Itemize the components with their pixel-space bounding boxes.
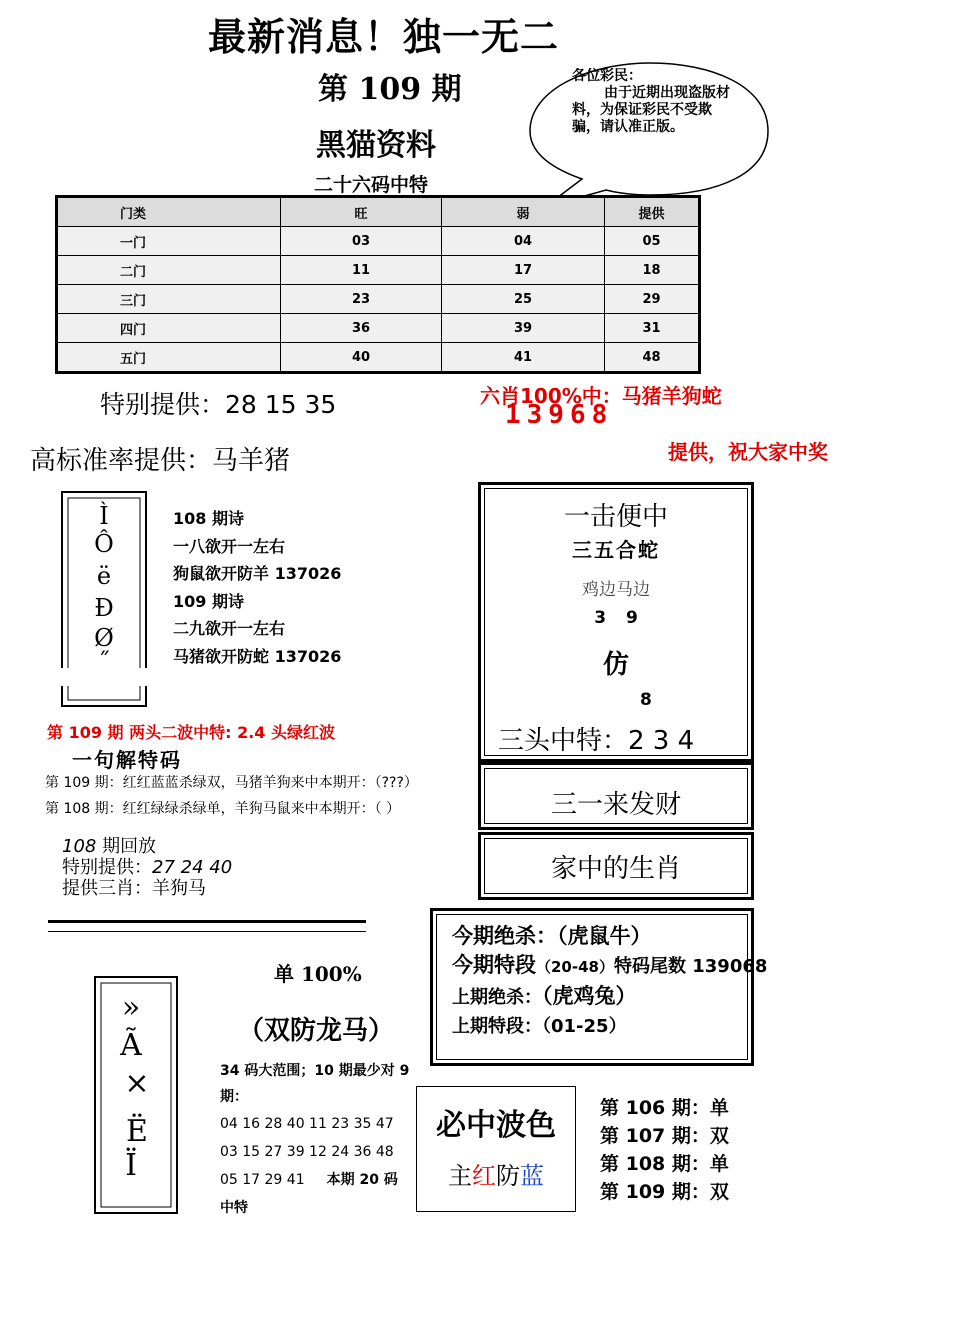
table-cell: 36 (281, 314, 442, 343)
double-guard-tip: （双防龙马） (238, 1016, 395, 1046)
review-block (62, 836, 232, 899)
table-row (57, 285, 700, 314)
table-cell: 04 (442, 227, 605, 256)
table-cell: 23 (281, 285, 442, 314)
table-header: 弱 (442, 197, 605, 227)
review-title-text: 期回放 (96, 836, 157, 857)
poem-line: 二九欲开一左右 (173, 619, 286, 638)
kill-line (452, 982, 767, 1012)
fortune-text: 三一来发财 (550, 790, 681, 820)
poem-frame (60, 490, 148, 708)
vertical-glyph: Ë (126, 1114, 148, 1149)
wave-guard-label: 防 (496, 1162, 520, 1190)
table-header: 旺 (281, 197, 442, 227)
range-row: 05 17 29 41 (220, 1172, 305, 1188)
table-cell: 41 (442, 343, 605, 373)
poem-line: 马猪欲开防蛇 137026 (173, 646, 342, 666)
review-title (62, 836, 232, 857)
history-item: 第 106 期：单 (600, 1097, 729, 1119)
riddle-lines (45, 770, 418, 822)
range-row: 04 16 28 40 11 23 35 47 (220, 1116, 394, 1132)
table-cell: 11 (281, 256, 442, 285)
kill-line-part: （20-48） (536, 958, 614, 976)
three-head-tip: 三头中特：2 3 4 (498, 726, 695, 756)
range-row-last (220, 1166, 410, 1222)
poem-glyph: Ø (94, 624, 114, 652)
poem-glyph: Ì (99, 502, 109, 530)
wave-color-pick (416, 1156, 576, 1191)
range-title: 34 码大范围；10 期最少对 9 期： (220, 1063, 410, 1105)
history-item: 第 107 期：双 (600, 1125, 729, 1147)
history-item: 第 108 期：单 (600, 1153, 729, 1175)
poem-line: 108 期诗 (173, 509, 244, 528)
table-cell: 05 (605, 227, 700, 256)
kill-line-part: 上期绝杀： (452, 987, 542, 1008)
table-row (57, 314, 700, 343)
history-list (600, 1094, 729, 1206)
document-title: 黑猫资料 (316, 128, 436, 163)
poem-line: 109 期诗 (173, 591, 244, 611)
number-range (220, 1058, 410, 1222)
home-zodiac-text: 家中的生肖 (550, 854, 681, 884)
bubble-body: 由于近期出现盗版材料，为保证彩民不受欺骗，请认准正版。 (572, 85, 730, 135)
review-title-num: 108 (62, 836, 97, 857)
kill-line-part: 今期特段 (452, 953, 536, 977)
vertical-glyph: » (121, 990, 141, 1025)
wave-main-label: 主 (448, 1162, 472, 1190)
review-special-nums: 27 24 40 (152, 857, 233, 878)
single-tip: 单 100% (274, 962, 362, 986)
kill-line-part: （虎鸡兔） (542, 984, 637, 1008)
poem-line: 一八欲开一左右 (173, 536, 286, 556)
kill-line-part: 特码尾数 139068 (613, 956, 768, 977)
poem-glyph: ˝ (98, 648, 110, 676)
riddle-line: 第 109 期：红红蓝蓝杀绿双，马猪羊狗来中本期开：（???） (45, 775, 418, 791)
table-cell: 29 (605, 285, 700, 314)
one-hit-eight: 8 (640, 690, 652, 710)
table-header: 提供 (605, 197, 700, 227)
one-line-title: 一句解特码 (72, 748, 182, 772)
issue-number: 第 109 期 (318, 72, 462, 107)
one-hit-line: 三五合蛇 (572, 538, 660, 562)
table-row (57, 227, 700, 256)
table-cell: 48 (605, 343, 700, 373)
wave-main-color: 红 (472, 1162, 496, 1190)
subtitle: 二十六码中特 (314, 174, 429, 196)
bubble-text (572, 68, 732, 150)
table-cell: 三门 (57, 285, 281, 314)
table-cell: 二门 (57, 256, 281, 285)
table-cell: 一门 (57, 227, 281, 256)
one-hit-numbers: 3 9 (594, 608, 638, 628)
wave-color-title: 必中波色 (436, 1108, 556, 1143)
headline: 最新消息！独一无二 (208, 14, 560, 59)
review-three (62, 878, 232, 899)
table-cell: 31 (605, 314, 700, 343)
poem-line: 狗鼠欲开防羊 137026 (173, 564, 342, 583)
six-zodiac-line: 六肖100%中：马猪羊狗蛇 (480, 384, 722, 408)
review-special-label: 特别提供： (62, 857, 152, 878)
riddle-line: 第 108 期：红红绿绿杀绿单，羊狗马鼠来中本期开：（ ） (45, 801, 401, 817)
high-rate-offer: 高标准率提供：马羊猪 (30, 446, 291, 476)
two-wave-tip: 第 109 期 两头二波中特: 2.4 头绿红波 (47, 723, 335, 742)
kill-line: 上期特段：（01-25） (452, 1016, 627, 1037)
review-three-label: 提供三肖： (62, 878, 152, 899)
six-zodiac-code: 13968 (505, 400, 614, 430)
poem-glyph: Ð (94, 594, 114, 622)
range-row: 03 15 27 39 12 24 36 48 (220, 1144, 394, 1160)
table-cell: 17 (442, 256, 605, 285)
review-special (62, 857, 232, 878)
six-zodiac-wish: 提供，祝大家中奖 (668, 440, 828, 464)
table-cell: 18 (605, 256, 700, 285)
kill-line: 今期绝杀：（虎鼠牛） (452, 924, 652, 948)
vertical-glyph: × (124, 1066, 150, 1101)
one-hit-fang: 仿 (602, 650, 629, 680)
double-divider (48, 920, 366, 932)
kill-lines (452, 922, 767, 1041)
table-cell: 39 (442, 314, 605, 343)
table-cell: 03 (281, 227, 442, 256)
wave-guard-color: 蓝 (520, 1162, 544, 1190)
poem-glyph: Ô (94, 530, 114, 558)
one-hit-title: 一击便中 (563, 502, 668, 532)
range-tail: 本期 20 码中特 (220, 1172, 398, 1216)
poem-lines (173, 505, 341, 670)
poem-glyph: ë (96, 562, 112, 590)
vertical-glyph-frame (93, 975, 179, 1215)
history-item: 第 109 期：双 (600, 1181, 729, 1203)
table-header: 门类 (57, 197, 281, 227)
table-cell: 25 (442, 285, 605, 314)
vertical-glyph: Ï (125, 1148, 137, 1183)
door-table (55, 195, 701, 374)
special-offer: 特别提供：28 15 35 (100, 390, 337, 419)
table-cell: 四门 (57, 314, 281, 343)
table-cell: 五门 (57, 343, 281, 373)
table-cell: 40 (281, 343, 442, 373)
vertical-glyph: Ã (120, 1028, 142, 1063)
table-header-row (57, 197, 700, 227)
kill-line (452, 951, 767, 982)
bubble-greeting: 各位彩民： (572, 68, 642, 84)
table-row (57, 343, 700, 373)
table-row (57, 256, 700, 285)
one-hit-hint: 鸡边马边 (582, 580, 650, 600)
review-three-zodiac: 羊狗马 (152, 878, 206, 899)
